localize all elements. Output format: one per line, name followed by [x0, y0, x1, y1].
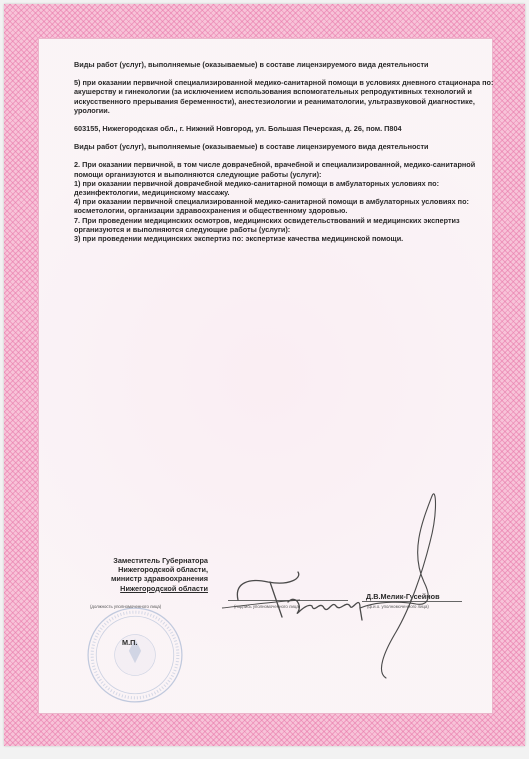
position-line: Нижегородской области,	[118, 565, 208, 575]
signatory-name: Д.В.Мелик-Гусейнов	[366, 592, 440, 601]
position-line: министр здравоохранения	[111, 574, 208, 584]
caption-name: (ф.и.о. уполномоченного лица)	[367, 604, 429, 609]
signatory-position	[80, 556, 208, 593]
list-item: 4) при оказании первичной специализированной медико-санитарной помощи в амбулаторных условиях по: косметологии, организации здравоохранения и общественному здоровью.	[74, 197, 469, 216]
official-seal	[84, 604, 186, 706]
list-item: 1) при оказании первичной доврачебной медико-санитарной помощи в амбулаторных условиях по: дезинфектологии, медицинскому массажу.	[74, 178, 440, 198]
list-item: 7. При проведении медицинских осмотров, медицинских освидетельствований и медицинских экспертиз организуются и выполняются следующие работы (услуги):	[74, 215, 460, 234]
caption-signature: (подпись уполномоченного лица)	[234, 604, 301, 609]
caption-position: (должность уполномоченного лица)	[90, 604, 162, 609]
list-item: 3) при проведении медицинских экспертиз по: экспертизе качества медицинской помощи.	[74, 234, 404, 244]
stamp-place-label: М.П.	[122, 638, 138, 647]
handwritten-signature	[210, 482, 470, 682]
section-header-2: Виды работ (услуг), выполняемые (оказываемые) в составе лицензируемого вида деятельности	[74, 142, 429, 152]
signature-block	[80, 556, 500, 706]
list-item: 2. При оказании первичной, в том числе доврачебной, врачебной и специализированной, медико-санитарной помощи организуются и выполняются следующие работы (услуги):	[74, 160, 476, 179]
position-line: Нижегородской области	[120, 583, 208, 593]
position-line: Заместитель Губернатора	[113, 556, 208, 565]
address: 603155, Нижегородская обл., г. Нижний Новгород, ул. Большая Печерская, д. 26, пом. П804	[74, 124, 402, 134]
section-header-1: Виды работ (услуг), выполняемые (оказываемые) в составе лицензируемого вида деятельности	[74, 60, 429, 69]
document-body	[74, 60, 500, 243]
services-list	[74, 160, 500, 243]
paragraph-5: 5) при оказании первичной специализированной медико-санитарной помощи в условиях дневного стационара по: акушерству и гинекологии (за исключением использования вспомогательных репродуктивных технологий и искусственного прерывания беременности), анестезиологии и реаниматологии, ультразвуковой диагностике, урологии.	[74, 78, 494, 115]
